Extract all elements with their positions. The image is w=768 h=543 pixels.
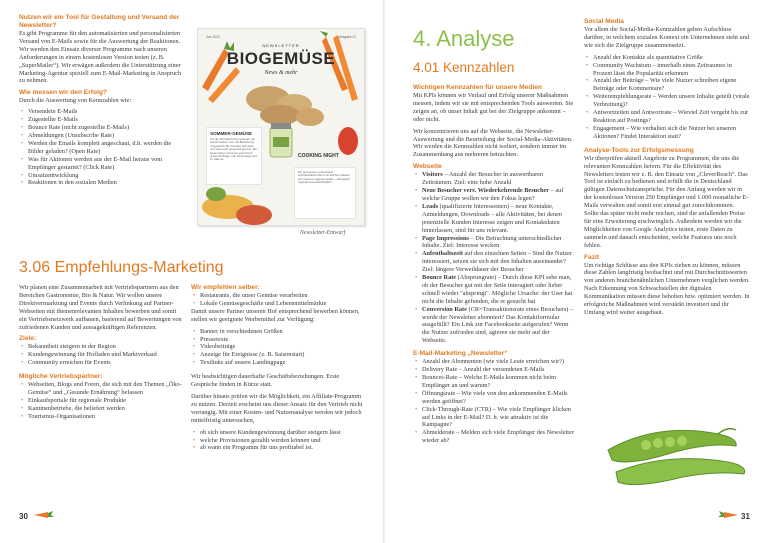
cover-cooking-title: COOKING NIGHT (298, 153, 339, 159)
list-item: • Videobeiträge (191, 343, 363, 351)
left-lower-column (19, 284, 183, 421)
list-item (413, 274, 574, 306)
term-text: (qualifizierte Interessenten) – neue Kontakte, Anmeldungen, Downloads – alle Aktivitäten, bei denen potenzielle Kunden Interesse zeigen und Kontaktdaten hinterlassen, sind für uns relevant. (422, 202, 562, 234)
list-item: • Restaurants, die unser Gemüse verarbeiten (191, 292, 363, 300)
list-item (413, 250, 574, 274)
kpi-heading: Wichtigen Kennzahlen für unsere Medien (413, 84, 542, 91)
fazit-text: Um richtige Schlüsse aus den KPIs ziehen zu können, müssen diese Zahlen langfristig beobachtet und mit Durchschnittswerten von anderen branchenähnlichen Unternehmen verglichen werden. Nach Erkennung von Schwachstellen der digitalen Kommunikation müssen diese behoben bzw. optimiert werden. In erfolgreiche Maßnahmen wird verstärkt investiert und ihr Umfang wird weiter ausgebaut. (584, 261, 750, 316)
success-list (19, 108, 185, 187)
cover-issue-date: Juni 2022 (206, 35, 220, 39)
list-item: • Pressetexte (191, 336, 363, 344)
list-item (413, 306, 574, 346)
left-top-column (19, 14, 185, 187)
cover-caption: Newsletter-Entwurf (300, 230, 346, 236)
cover-subtitle: News & mehr (264, 70, 298, 76)
right-column (584, 18, 750, 321)
list-item: • Abmeldungen (Unsubscribe Rate) (19, 132, 185, 140)
term-text: auf den einzelnen Seiten – Sind die Nutzer interessiert, setzen sie sich mit den Inhalten auseinander? Ziel: längere Verweildauer der Besucher (422, 250, 573, 274)
recommend-list (191, 292, 363, 308)
list-item: • Textlinks auf unsere Landingpage (191, 359, 363, 367)
website-heading: Webseite (413, 163, 442, 171)
list-item: • Anzahl der Kontakte als quantitative Größe (584, 54, 750, 62)
list-item: • Anzeige für Ereignisse (z. B. Saisonstart) (191, 351, 363, 359)
list-item: • Community erreichen für Events (19, 359, 183, 367)
list-item (413, 203, 574, 235)
list-item: • Werden die Emails komplett angeschaut, d.h. werden die Bilder geladen? (Open Rate) (19, 140, 185, 156)
affiliate-list (191, 429, 363, 453)
list-item: • Antwortzeiten und Antwortrate – Wieviel Zeit vergeht bis zur Reaktion auf Postings? (584, 109, 750, 125)
cover-newsletter-label: NEWSLETTER (262, 43, 300, 48)
subsection-title: 4.01 Kennzahlen (413, 60, 515, 75)
tools-heading: Analyse-Tools zur Erfolgsmessung (584, 146, 694, 154)
term: Page Impressions (422, 234, 469, 242)
term-text: – auf welche Gruppe wollen wir den Fokus legen? (422, 187, 564, 202)
list-item: • ob sich unsere Kundengewinnung darüber steigern lässt (191, 429, 363, 437)
list-item: • Delivery Rate – Anzahl der versendeten E-Mails (413, 366, 574, 374)
cover-title: BIOGEMÜSE (226, 49, 336, 68)
recommend-text: Damit unsere Partner unseren Hof entsprechend bewerben können, stellen wir geeignete Werbemittel zur Verfügung: (191, 307, 360, 323)
chapter-title: 4. Analyse (413, 26, 515, 51)
goals-heading: Ziele: (19, 335, 37, 343)
email-list (413, 358, 574, 445)
cover-summer-box (206, 127, 262, 185)
list-item: • Webseiten, Blogs und Foren, die sich mit den Themen „Öko-Gemüse“ und „Gesunde Ernährung“ befassen (19, 381, 183, 397)
email-heading: E-Mail-Marketing „Newsletter“ (413, 350, 508, 358)
page-gutter (383, 0, 385, 543)
partners-heading: Mögliche Vertriebspartner: (19, 373, 103, 381)
term: Conversion Rate (422, 305, 467, 313)
term: Visitors (422, 171, 443, 179)
term: Neue Besucher vers. Wiederkehrende Besucher (422, 187, 550, 195)
term-text: – Die Betrachtung unterschiedlicher Inhalte. Ziel: Interesse wecken (422, 234, 562, 250)
list-item: • Kantinenbetriebe, die beliefert werden (19, 405, 183, 413)
list-item: • Click-Through-Rate (CTR) – Wie viele Empfänger klicken auf Links in der E-Mail? D. h. wie attraktiv ist die Kampagne? (413, 406, 574, 430)
list-item: • Reaktionen in den sozialen Medien (19, 179, 185, 187)
success-heading: Wie messen wir den Erfolg? (19, 89, 107, 97)
list-item: • ab wann ein Programm für uns profitabel ist. (191, 444, 363, 452)
middle-lower-column (191, 284, 363, 452)
list-item: • Zugestellte E-Mails (19, 116, 185, 124)
list-item: • Bekanntheit steigern in der Region (19, 343, 183, 351)
term-text: – Anzahl der Besucher in auswertbaren Zeiträumen. Ziel: eine hohe Anzahl (422, 171, 544, 187)
list-item: • Kundengewinnung für Hofladen und Marktverkauf (19, 351, 183, 359)
list-item: • Versendete E-Mails (19, 108, 185, 116)
list-item: • Anzahl der Beiträge – Wie viele Nutzer schreiben eigene Beiträge oder Kommentare? (584, 77, 750, 93)
term: Bounce Rate (422, 274, 457, 282)
website-list (413, 171, 574, 345)
term-text: (Absprungrate) – Durch diese KPI sehe man, ob der Besucher gut mit der Seite interagiert oder lieber schnell wieder "abspringt". Mögliche Ursache: der User hat nicht die Inhalte gefunden, die er gesucht hat (422, 274, 573, 305)
list-item: • Abmelderate – Melden sich viele Empfänger des Newsletter wieder ab? (413, 429, 574, 445)
cover-box-text: Für die schnelle Küche schauen, als Geschmacken oder auf Bewahrung. Umgesetzte Bio Gemüse schmeckt und steht auch ausgefeilt gut aus. Wir bieten diesen Sommer ganz frisch unsere Erzfolge- und Sommergemüse im Glas an. (210, 137, 258, 162)
list-item: • welche Provisionen gezahlt werden können und (191, 437, 363, 445)
page-number-left: 30 (19, 512, 28, 521)
list-item: • Einkaufsportale für regionale Produkte (19, 397, 183, 405)
goals-list (19, 343, 183, 367)
list-item: • Umsatzentwicklung (19, 172, 185, 180)
page-number-right: 31 (741, 512, 750, 521)
list-item: • Bounces-Rate – Welche E-Mails kommen nicht beim Empfänger an und warum? (413, 374, 574, 390)
list-item (413, 235, 574, 251)
carrot-icon (32, 511, 54, 519)
tools-text: Wir überprüfen aktuell Angebote zu Programmen, die uns die relevanten Kennzahlen liefern. Für die Effektivität des Newsletters testen wir z. B. den Einsatz von „CleverReach“. Das Tool ist einfach zu bedienen und erfüllt die in Deutschland gültigen Datenschutzansprüche. Für den Anfang werden wir in der kostenlosen Version 250 Empfänger und 1.000 monatliche E-Mails verwalten und somit erst einmal gut zurechtkommen. Sollte das später nicht mehr reichen, sind die anfallenden Preise für eine Erweiterung erschwinglich. Außerdem werden wir die Möglichkeiten von Google Analytics testen, erste Daten zu sammeln und danach entscheiden, welche Features uns noch fehlen. (584, 154, 749, 249)
term: Aufenthaltszeit (422, 250, 463, 258)
partners-list (19, 381, 183, 421)
right-middle-column (413, 84, 574, 445)
empfehlung-intro: Wir planen eine Zusammenarbeit mit Vertriebspartnern aus den Bereichen Gastronomie, Bio & Natur. Wir wollen unsere Direktvermarktung und Events durch Verlinkung auf Partner-Webseiten mit themenrelevanten Inhalten bewerben und somit ein Vertriebsnetzwerk aufbauen, basierend auf Bewertungen von zufriedenen Kunden und aussagekräftigen Referenzen. (19, 284, 182, 331)
carrot-icon (718, 511, 740, 519)
newsletter-tools-text: Es gibt Programme für den automatisierten und personalisierten Versand von E-Mails sowie für die Auswertung der Reaktionen. Wir werden den Einsatz diverser Programme nach unseren Anforderungen in einem kostenlosen Version testen (z. B. „SuperMailer“). Wir erwägen außerdem die Unterstützung einer Marketing-Agentur speziell zum E-Mail-Marketing in Anspruch zu nehmen. (19, 30, 182, 85)
recommend-heading: Wir empfehlen selber: (191, 284, 260, 291)
list-item: • Bounce Rate (nicht zugestellte E-Mails) (19, 124, 185, 132)
list-item: • Tourismus-Organisationen (19, 413, 183, 421)
list-item: • Anzahl der Abonnenten (wie viele Leute erreichen wir?) (413, 358, 574, 366)
social-heading: Social Media (584, 18, 624, 25)
kpi-text-1: Mit KPIs können wir Verlauf und Erfolg unserer Maßnahmen messen, indem wir sie mit entsprechenden Tools auswerten. Sie zeigen an, ob unser Inhalt gut bei der Zielgruppe ankommt – oder nicht. (413, 92, 574, 123)
list-item (413, 187, 574, 203)
list-item: • Banner in verschiedenen Größen (191, 328, 363, 336)
cover-box-title: SOMMER-GEMÜSE (210, 131, 253, 136)
list-item: • Weiterempfehlungsrate – Werden unsere Inhalte geteilt (virale Verbreitung)? (584, 93, 750, 109)
cover-cooking-box (294, 167, 356, 219)
term: Leads (422, 202, 439, 210)
advertising-list (191, 328, 363, 368)
list-item: • Was für Aktionen werden aus der E-Mail heraus vom Empfänger gestartet? (Click Rate) (19, 156, 185, 172)
newsletter-tools-heading: Nutzen wir ein Tool für Gestaltung und Versand der Newsletter? (19, 14, 180, 29)
list-item (413, 171, 574, 187)
peas-illustration (588, 412, 758, 494)
list-item: • Engagement – Wie verhalten sich die Nutzer bei unseren Aktionen? Findet Interaktion statt? (584, 125, 750, 141)
cover-cooking-text: Ein gemeinsam zubereitetes schmackhaftes Menü mit frischen Zutaten aus unserem eigenen Anbau – ökologisch, regional und erschwinglich! (298, 170, 351, 185)
social-list (584, 54, 750, 141)
cover-issue-number: Ausgabe 01 (338, 35, 356, 39)
kpi-text-2: Wir konzentrieren uns auf die Webseite, die Newsletter-Auswertung und die Beurteilung der Social-Media-Aktivitäten. Wir werden die Kennzahlen nicht isoliert, sondern immer im Zusammenhang aus mehreren betrachten. (413, 127, 573, 159)
fazit-heading: Fazit (584, 253, 600, 261)
term-text: (CR=Transaktionsrate eines Besuchers) – wurde der Newsletter abonniert? Das Kontaktformular ausgefüllt? Ein Link zur Facebookseite aufgerufen? Wenn die Nutzer zufrieden sind, agieren sie mehr auf der Webseite. (422, 305, 574, 345)
list-item: • Öffnungsrate – Wie viele von den ankommenden E-Mails werden geöffnet? (413, 390, 574, 406)
social-text: Vor allem die Social-Media-Kennzahlen geben Aufschluss darüber, in welchem sozialen Kontext ein Unternehmen steht und wie sich die Zielgruppe zusammensetzt. (584, 26, 749, 49)
newsletter-cover-image (197, 28, 365, 226)
section-title-empfehlungs-marketing: 3.06 Empfehlungs-Marketing (19, 259, 224, 276)
business-relations-text: Wir beabsichtigen dauerhafte Geschäftsbeziehungen. Erste Gespräche finden in Kürze statt. (191, 373, 340, 389)
list-item: • Community Wachstum – innerhalb eines Zeitraumes in Prozent lässt die Popularität erkennen (584, 62, 750, 78)
list-item: • Lokale Gemüsegeschäfte und Lebensmittelmärkte (191, 300, 363, 308)
success-intro: Durch die Auswertung von Kennzahlen wie: (19, 97, 132, 105)
affiliate-text: Darüber hinaus prüfen wir die Möglichkeit, ein Affiliate-Programm zu nutzen. Derzeit erscheint uns dieser Ansatz für den Vertrieb nicht vorrangig. Mit einer Kosten- und Nutzenanalyse werden wir jedoch mittelfristig untersuchen, (191, 392, 363, 424)
